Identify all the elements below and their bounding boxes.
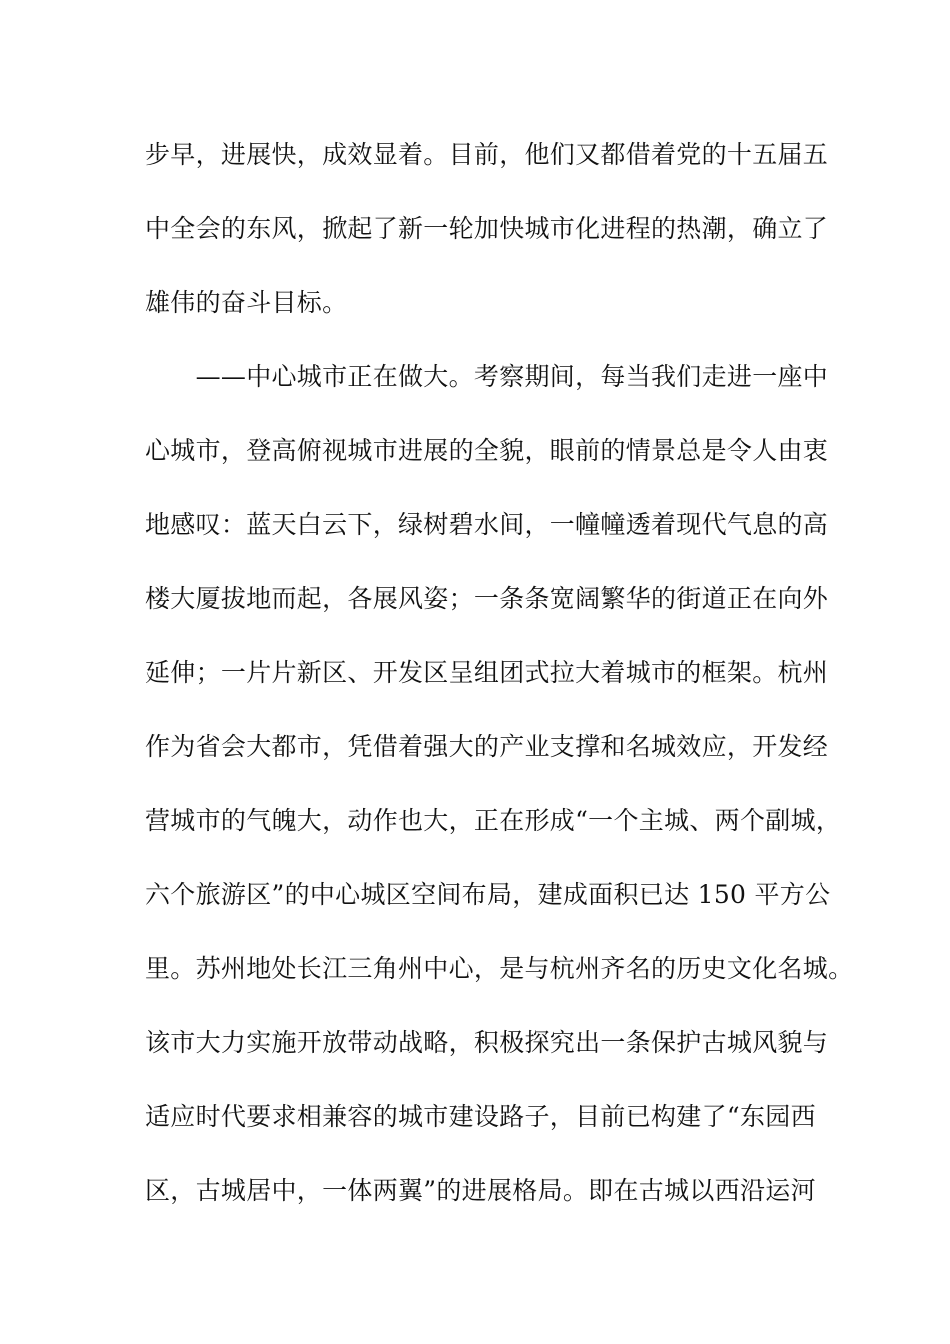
text-line: 营城市的气魄大，动作也大，正在形成“一个主城、两个副城， [145, 806, 842, 835]
text-line: 中全会的东风，掀起了新一轮加快城市化进程的热潮，确立了 [145, 214, 829, 243]
text-line: 区，古城居中，一体两翼”的进展格局。即在古城以西沿运河 [145, 1176, 816, 1205]
text-line: 楼大厦拔地而起，各展风姿；一条条宽阔繁华的街道正在向外 [145, 584, 829, 613]
text-line: 作为省会大都市，凭借着强大的产业支撑和名城效应，开发经 [145, 732, 829, 761]
body-text [145, 130, 854, 1240]
text-line: 该市大力实施开放带动战略，积极探究出一条保护古城风貌与 [145, 1028, 829, 1057]
text-line: 雄伟的奋斗目标。 [145, 288, 348, 317]
text-line: 步早，进展快，成效显着。目前，他们又都借着党的十五届五 [145, 140, 829, 169]
text-line: 适应时代要求相兼容的城市建设路子，目前已构建了“东园西 [145, 1102, 816, 1131]
text-line: 地感叹：蓝天白云下，绿树碧水间，一幢幢透着现代气息的高 [145, 510, 829, 539]
text-line: 里。苏州地处长江三角州中心，是与杭州齐名的历史文化名城。 [145, 954, 854, 983]
text-line: 心城市，登高俯视城市进展的全貌，眼前的情景总是令人由衷 [145, 436, 829, 465]
text-line: 六个旅游区”的中心城区空间布局，建成面积已达 150 平方公 [145, 880, 831, 909]
text-line: ——中心城市正在做大。考察期间，每当我们走进一座中 [145, 362, 829, 391]
text-line: 延伸；一片片新区、开发区呈组团式拉大着城市的框架。杭州 [145, 658, 829, 687]
